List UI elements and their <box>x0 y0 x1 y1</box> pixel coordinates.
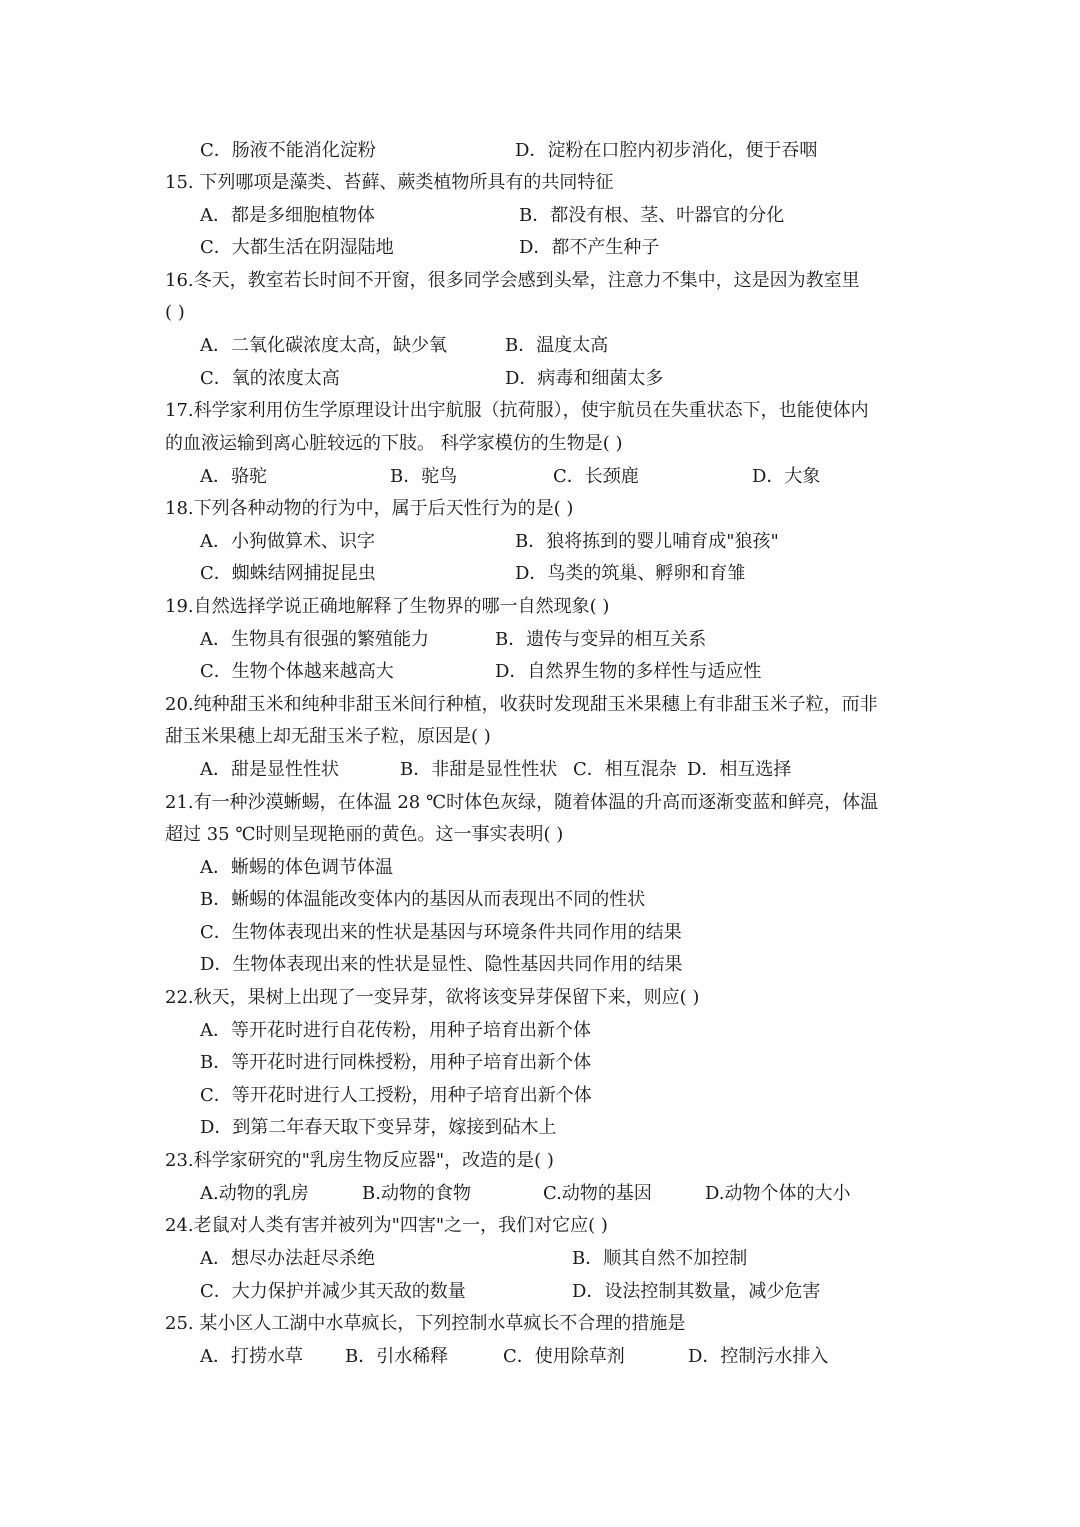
q24-option-b: B．顺其自然不加控制 <box>572 1248 748 1269</box>
q17-option-b: B．驼鸟 <box>390 466 458 487</box>
q20-option-b: B．非甜是显性性状 <box>400 759 558 780</box>
q16-stem-line2: ( ) <box>165 302 185 323</box>
q25-option-b: B．引水稀释 <box>345 1346 449 1367</box>
q16-option-d: D．病毒和细菌太多 <box>505 368 664 389</box>
q17-stem-line2: 的血液运输到离心脏较远的下肢。 科学家模仿的生物是( ) <box>165 433 623 454</box>
q18-stem: 18.下列各种动物的行为中，属于后天性行为的是( ) <box>165 498 574 519</box>
q14-option-d: D．淀粉在口腔内初步消化，便于吞咽 <box>515 140 818 161</box>
q17-option-a: A．骆驼 <box>200 466 267 487</box>
q21-option-b: B．蜥蜴的体温能改变体内的基因从而表现出不同的性状 <box>200 889 646 910</box>
q15-option-d: D．都不产生种子 <box>519 237 660 258</box>
q19-option-a: A．生物具有很强的繁殖能力 <box>200 629 429 650</box>
q22-option-a: A．等开花时进行自花传粉，用种子培育出新个体 <box>200 1020 591 1041</box>
q22-stem: 22.秋天，果树上出现了一变异芽，欲将该变异芽保留下来，则应( ) <box>165 987 700 1008</box>
q14-option-c: C．肠液不能消化淀粉 <box>200 140 376 161</box>
q16-option-b: B．温度太高 <box>505 335 609 356</box>
q21-option-a: A．蜥蜴的体色调节体温 <box>200 857 393 878</box>
q25-option-a: A．打捞水草 <box>200 1346 303 1367</box>
q21-stem-line1: 21.有一种沙漠蜥蜴，在体温 28 ℃时体色灰绿，随着体温的升高而逐渐变蓝和鲜亮，体温 <box>165 792 879 813</box>
q20-stem-line2: 甜玉米果穗上却无甜玉米子粒，原因是( ) <box>165 726 491 747</box>
q16-option-a: A．二氧化碳浓度太高，缺少氧 <box>200 335 447 356</box>
q16-stem-line1: 16.冬天，教室若长时间不开窗，很多同学会感到头晕，注意力不集中，这是因为教室里 <box>165 270 860 291</box>
q24-option-c: C．大力保护并减少其天敌的数量 <box>200 1281 466 1302</box>
q23-option-a: A.动物的乳房 <box>200 1183 309 1204</box>
q18-option-b: B．狼将拣到的婴儿哺育成"狼孩" <box>515 531 779 552</box>
q15-option-c: C．大都生活在阴湿陆地 <box>200 237 394 258</box>
q25-stem: 25. 某小区人工湖中水草疯长，下列控制水草疯长不合理的措施是 <box>165 1313 686 1334</box>
q24-option-a: A．想尽办法赶尽杀绝 <box>200 1248 375 1269</box>
q18-option-a: A．小狗做算术、识字 <box>200 531 375 552</box>
q19-stem: 19.自然选择学说正确地解释了生物界的哪一自然现象( ) <box>165 596 610 617</box>
q16-option-c: C．氧的浓度太高 <box>200 368 340 389</box>
q22-option-c: C．等开花时进行人工授粉，用种子培育出新个体 <box>200 1085 592 1106</box>
q19-option-d: D．自然界生物的多样性与适应性 <box>495 661 762 682</box>
q15-option-a: A．都是多细胞植物体 <box>200 205 375 226</box>
q23-option-b: B.动物的食物 <box>362 1183 471 1204</box>
q20-stem-line1: 20.纯种甜玉米和纯种非甜玉米间行种植，收获时发现甜玉米果穗上有非甜玉米子粒，而非 <box>165 694 878 715</box>
q23-option-c: C.动物的基因 <box>543 1183 652 1204</box>
q24-option-d: D．设法控制其数量，减少危害 <box>572 1281 821 1302</box>
q18-option-c: C．蜘蛛结网捕捉昆虫 <box>200 563 376 584</box>
q15-option-b: B．都没有根、茎、叶器官的分化 <box>519 205 785 226</box>
q24-stem: 24.老鼠对人类有害并被列为"四害"之一，我们对它应( ) <box>165 1215 608 1236</box>
q17-option-d: D．大象 <box>752 466 821 487</box>
q17-option-c: C．长颈鹿 <box>553 466 639 487</box>
q15-stem: 15. 下列哪项是藻类、苔藓、蕨类植物所具有的共同特征 <box>165 172 614 193</box>
q21-stem-line2: 超过 35 ℃时则呈现艳丽的黄色。这一事实表明( ) <box>165 824 564 845</box>
q23-option-d: D.动物个体的大小 <box>705 1183 851 1204</box>
q22-option-d: D．到第二年春天取下变异芽，嫁接到砧木上 <box>200 1117 557 1138</box>
q19-option-c: C．生物个体越来越高大 <box>200 661 394 682</box>
q25-option-d: D．控制污水排入 <box>688 1346 829 1367</box>
q20-option-d: D．相互选择 <box>687 759 792 780</box>
q19-option-b: B．遗传与变异的相互关系 <box>495 629 707 650</box>
q20-option-c: C．相互混杂 <box>573 759 677 780</box>
q22-option-b: B．等开花时进行同株授粉，用种子培育出新个体 <box>200 1052 592 1073</box>
q23-stem: 23.科学家研究的"乳房生物反应器"，改造的是( ) <box>165 1150 554 1171</box>
q21-option-c: C．生物体表现出来的性状是基因与环境条件共同作用的结果 <box>200 922 682 943</box>
q17-stem-line1: 17.科学家利用仿生学原理设计出宇航服（抗荷服），使宇航员在失重状态下，也能使体内 <box>165 400 869 421</box>
q20-option-a: A．甜是显性性状 <box>200 759 339 780</box>
q18-option-d: D．鸟类的筑巢、孵卵和育雏 <box>515 563 746 584</box>
q25-option-c: C．使用除草剂 <box>503 1346 625 1367</box>
q21-option-d: D．生物体表现出来的性状是显性、隐性基因共同作用的结果 <box>200 954 683 975</box>
